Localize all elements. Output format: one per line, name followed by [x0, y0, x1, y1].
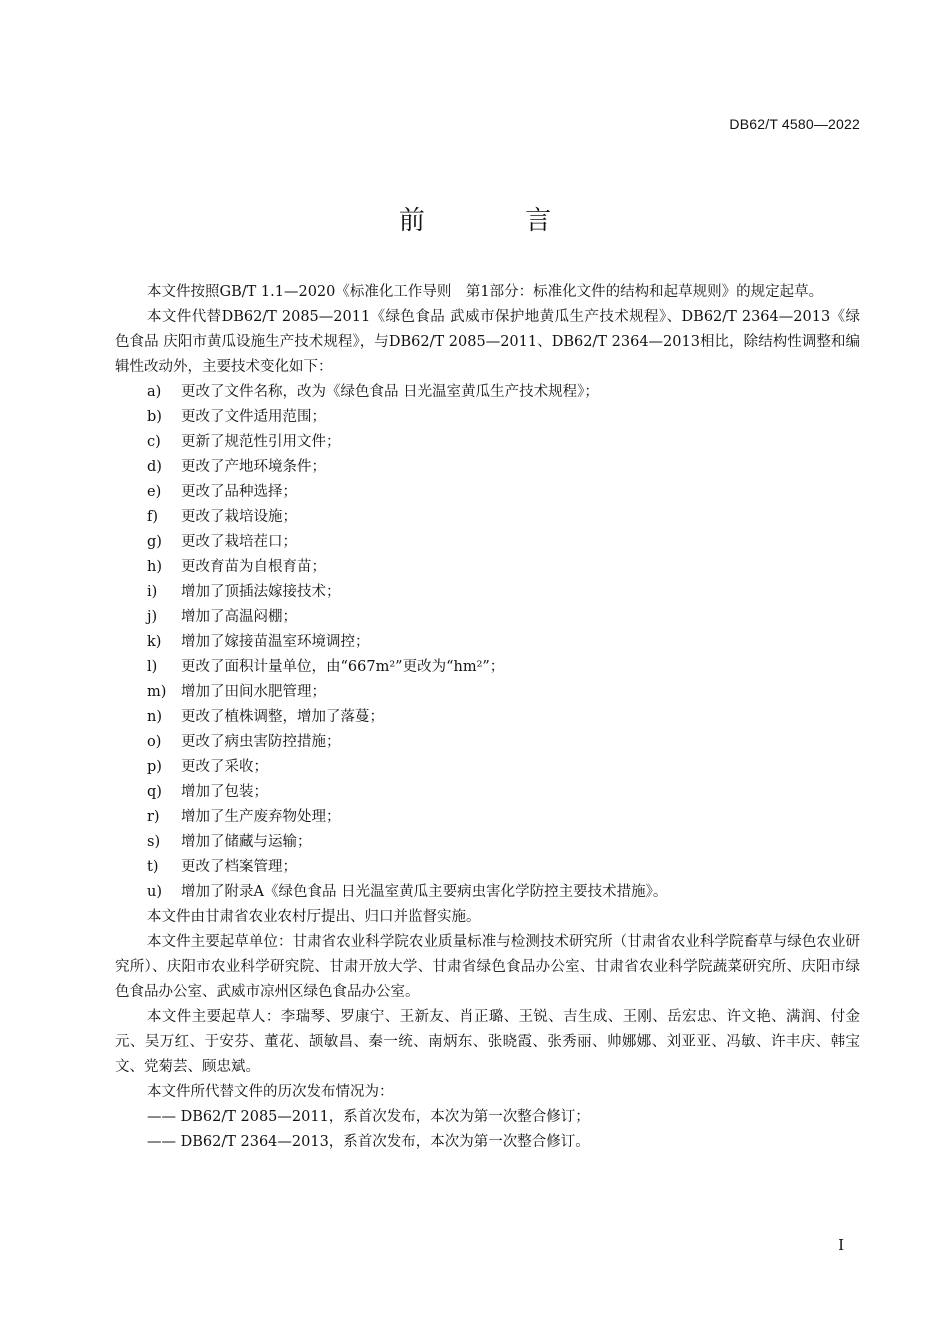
list-item: t) 更改了档案管理；	[147, 859, 297, 875]
page-title: 前 言	[398, 206, 598, 236]
paragraph-drafters: 本文件主要起草人：李瑞琴、罗康宁、王新友、肖正璐、王锐、吉生成、王刚、岳宏忠、许文艳、满润、付金元、吴万红、于安芬、董花、颉敏昌、秦一统、南炳东、张晓霞、张秀丽、帅娜娜、刘亚亚、冯敏、许丰庆、韩宝文、党菊芸、顾忠斌。	[115, 1009, 860, 1075]
paragraph-proposer: 本文件由甘肃省农业农村厅提出、归口并监督实施。	[147, 909, 481, 925]
list-item: k) 增加了嫁接苗温室环境调控；	[147, 634, 370, 650]
paragraph-drafting-rules: 本文件按照GB/T 1.1—2020《标准化工作导则 第1部分：标准化文件的结构和起草规则》的规定起草。	[147, 284, 824, 300]
paragraph-replacement: 本文件代替DB62/T 2085—2011《绿色食品 武威市保护地黄瓜生产技术规程》、DB62/T 2364—2013《绿色食品 庆阳市黄瓜设施生产技术规程》，与DB62/T 2085—2011、DB62/T 2364—2013相比，除结构性调整和编辑性改动外，主要技术变化如下：	[115, 309, 860, 375]
list-item: c) 更新了规范性引用文件；	[147, 434, 341, 450]
list-item: a) 更改了文件名称，改为《绿色食品 日光温室黄瓜生产技术规程》；	[147, 384, 599, 400]
changes-list	[115, 380, 860, 905]
document-code: DB62/T 4580—2022	[729, 116, 860, 132]
history-item: —— DB62/T 2085—2011，系首次发布，本次为第一次整合修订；	[147, 1109, 590, 1125]
list-item: e) 更改了品种选择；	[147, 484, 297, 500]
list-item: s) 增加了储藏与运输；	[147, 834, 312, 850]
paragraph-history-intro: 本文件所代替文件的历次发布情况为：	[147, 1084, 394, 1100]
list-item: o) 更改了病虫害防控措施；	[147, 734, 341, 750]
list-item: q) 增加了包装；	[147, 784, 268, 800]
paragraph-drafting-units: 本文件主要起草单位：甘肃省农业科学院农业质量标准与检测技术研究所（甘肃省农业科学院畜草与绿色农业研究所）、庆阳市农业科学研究院、甘肃开放大学、甘肃省绿色食品办公室、甘肃省农业科学院蔬菜研究所、庆阳市绿色食品办公室、武威市凉州区绿色食品办公室。	[115, 934, 860, 1000]
foreword-body	[115, 280, 860, 1155]
list-item: d) 更改了产地环境条件；	[147, 459, 326, 475]
list-item: i) 增加了顶插法嫁接技术；	[147, 584, 341, 600]
list-item: j) 增加了高温闷棚；	[147, 609, 297, 625]
list-item: m) 增加了田间水肥管理；	[147, 684, 326, 700]
list-item: p) 更改了采收；	[147, 759, 268, 775]
list-item: u) 增加了附录A《绿色食品 日光温室黄瓜主要病虫害化学防控主要技术措施》。	[147, 884, 668, 900]
list-item: n) 更改了植株调整，增加了落蔓；	[147, 709, 384, 725]
list-item: r) 增加了生产废弃物处理；	[147, 809, 341, 825]
list-item: f) 更改了栽培设施；	[147, 509, 297, 525]
history-item: —— DB62/T 2364—2013，系首次发布，本次为第一次整合修订。	[147, 1134, 590, 1150]
page-number: I	[838, 1236, 844, 1254]
list-item: h) 更改育苗为自根育苗；	[147, 559, 326, 575]
list-item: g) 更改了栽培茬口；	[147, 534, 297, 550]
list-item: l) 更改了面积计量单位，由“667m²”更改为“hm²”；	[147, 659, 505, 675]
list-item: b) 更改了文件适用范围；	[147, 409, 326, 425]
